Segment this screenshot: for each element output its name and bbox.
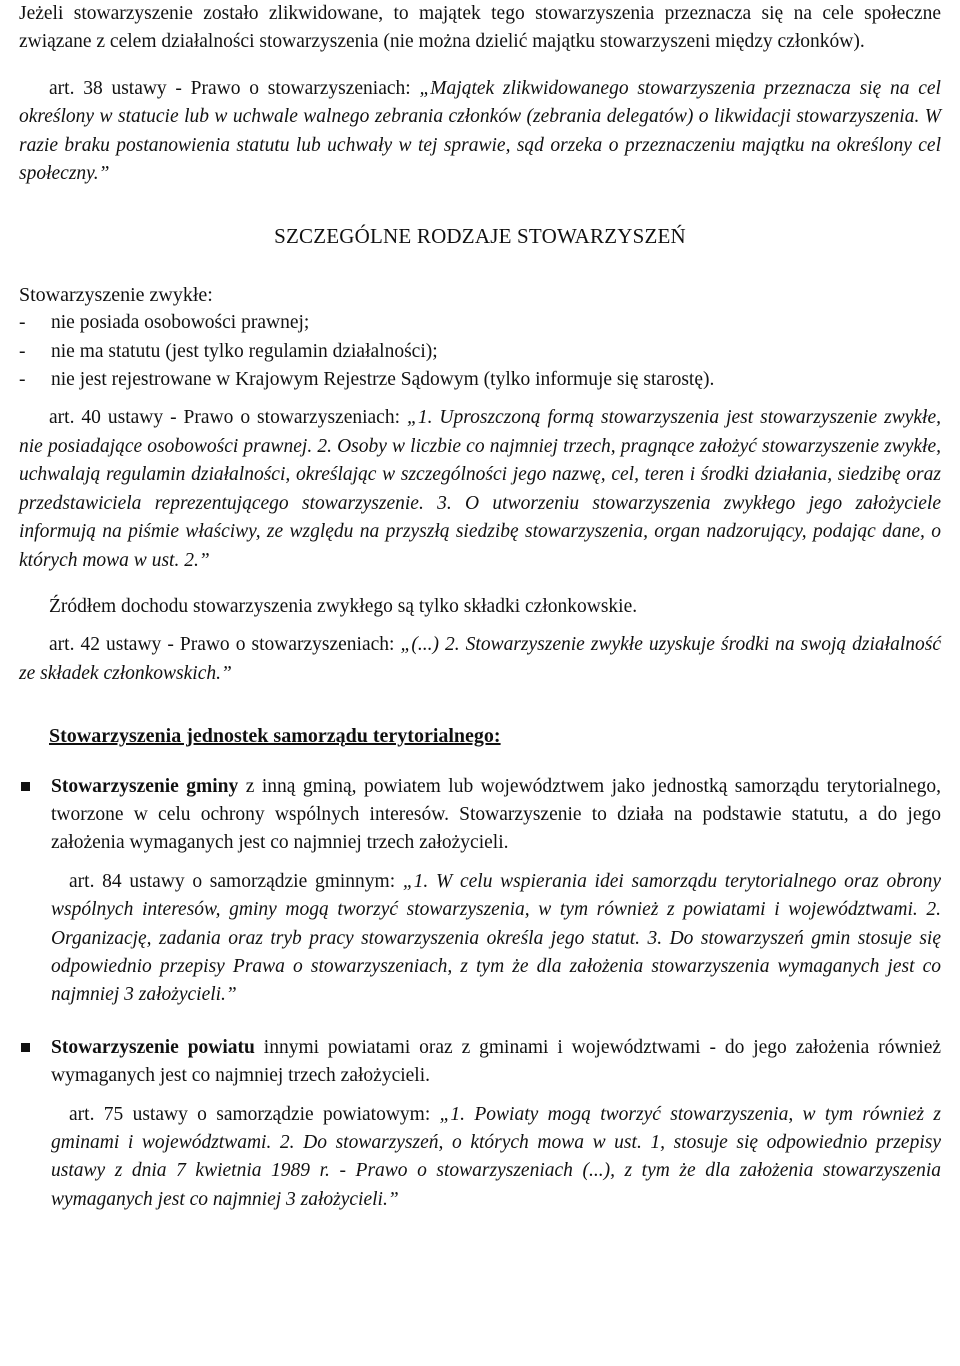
list-item bbox=[19, 309, 941, 337]
art-84-quote: „1. W celu wspierania idei samorządu terytorialnego oraz obrony wspólnych interesów, gminy mogą tworzyć stowarzyszenia, w tym również z powiatami i województwami. 2. Organizację, zadania oraz tryb pracy stowarzyszenia określa jego statut. 3. Do stowarzyszeń gmin stosuje się odpowiednio przepisy Prawa o stowarzyszeniach, z tym że dla założenia stowarzyszenia wymaganych jest co najmniej 3 założycieli.” bbox=[51, 870, 941, 1006]
list-item-text: nie ma statutu (jest tylko regulamin działalności); bbox=[51, 340, 438, 362]
paragraph-gmina bbox=[51, 773, 941, 858]
gmina-term: Stowarzyszenie gminy bbox=[51, 775, 239, 797]
paragraph-liquidation: Jeżeli stowarzyszenie zostało zlikwidowane, to majątek tego stowarzyszenia przeznacza się na cele społeczne związane z celem działalności stowarzyszenia (nie można dzielić majątku stowarzyszeni między członków). bbox=[19, 3, 941, 53]
square-bullet-icon bbox=[21, 1043, 30, 1052]
paragraph-income: Źródłem dochodu stowarzyszenia zwykłego są tylko składki członkowskie. bbox=[49, 595, 638, 617]
simple-association-heading: Stowarzyszenie zwykłe: bbox=[19, 283, 213, 306]
art-40-quote: „1. Uproszczoną formą stowarzyszenia jest stowarzyszenie zwykłe, nie posiadające osobowości prawnej. 2. Osoby w liczbie co najmniej trzech, pragnące założyć stowarzyszenie zwykłe, uchwalają regulamin działalności, określając w szczególności jego nazwę, cel, teren i środki działania, siedzibę oraz przedstawiciela reprezentującego stowarzyszenie. 3. O utworzeniu stowarzyszenia zwykłego jego założyciele informują na piśmie właściwy, ze względu na przyszłą siedzibę stowarzyszenia, organ nadzorujący, podając dane, o których mowa w ust. 2.” bbox=[19, 407, 941, 571]
paragraph-art-84 bbox=[51, 868, 941, 1010]
dash-marker: - bbox=[19, 312, 26, 334]
powiat-block bbox=[19, 1034, 941, 1214]
list-item bbox=[19, 366, 941, 394]
art-42-quote: „(...) 2. Stowarzyszenie zwykłe uzyskuje środki na swoją działalność ze składek członkowskich.” bbox=[19, 634, 941, 684]
local-government-heading: Stowarzyszenia jednostek samorządu terytorialnego: bbox=[49, 725, 501, 748]
section-title: SZCZEGÓLNE RODZAJE STOWARZYSZEŃ bbox=[274, 224, 686, 249]
art-38-lead: art. 38 ustawy - Prawo o stowarzyszeniach: bbox=[49, 77, 420, 99]
art-38-quote: „Majątek zlikwidowanego stowarzyszenia przeznacza się na cel określony w statucie lub w uchwale walnego zebrania członków (zebrania delegatów) o likwidacji stowarzyszenia. W razie braku postanowienia statutu lub uchwały w tej sprawie, sąd orzeka o przeznaczeniu majątku na określony cel społeczny.” bbox=[19, 77, 941, 185]
powiat-term: Stowarzyszenie powiatu bbox=[51, 1036, 255, 1058]
art-84-lead: art. 84 ustawy o samorządzie gminnym: bbox=[69, 870, 403, 892]
document-page bbox=[19, 0, 941, 1214]
art-75-lead: art. 75 ustawy o samorządzie powiatowym: bbox=[69, 1103, 440, 1125]
art-42-lead: art. 42 ustawy - Prawo o stowarzyszeniach: bbox=[49, 634, 401, 656]
art-75-quote: „1. Powiaty mogą tworzyć stowarzyszenia, w tym również z gminami i województwami. 2. Do stowarzyszeń, o których mowa w ust. 1, stosuje się odpowiednio przepisy ustawy z dnia 7 kwietnia 1989 r. - Prawo o stowarzyszeniach (...), z tym że dla założenia stowarzyszenia wymaganych jest co najmniej 3 założycieli.” bbox=[51, 1103, 941, 1210]
simple-association-features bbox=[19, 309, 941, 394]
dash-marker: - bbox=[19, 340, 26, 362]
dash-marker: - bbox=[19, 369, 26, 391]
gmina-block bbox=[19, 773, 941, 1010]
paragraph-powiat bbox=[51, 1034, 941, 1091]
list-item bbox=[19, 338, 941, 366]
paragraph-art-40 bbox=[19, 404, 941, 574]
art-40-lead: art. 40 ustawy - Prawo o stowarzyszeniach: bbox=[49, 407, 407, 429]
gmina-text: z inną gminą, powiatem lub województwem jako jednostką samorządu terytorialnego, tworzone w celu ochrony wspólnych interesów. Stowarzyszenie to działa na podstawie statutu, a do jego założenia wymaganych jest co najmniej trzech założycieli. bbox=[51, 775, 941, 854]
paragraph-art-75 bbox=[51, 1101, 941, 1215]
paragraph-art-42 bbox=[19, 631, 941, 688]
list-item-text: nie posiada osobowości prawnej; bbox=[51, 312, 310, 334]
paragraph-art-38 bbox=[19, 75, 941, 189]
list-item-text: nie jest rejestrowane w Krajowym Rejestrze Sądowym (tylko informuje się starostę). bbox=[51, 369, 715, 391]
square-bullet-icon bbox=[21, 782, 30, 791]
powiat-text: innymi powiatami oraz z gminami i województwami - do jego założenia również wymaganych jest co najmniej trzech założycieli. bbox=[51, 1036, 942, 1087]
